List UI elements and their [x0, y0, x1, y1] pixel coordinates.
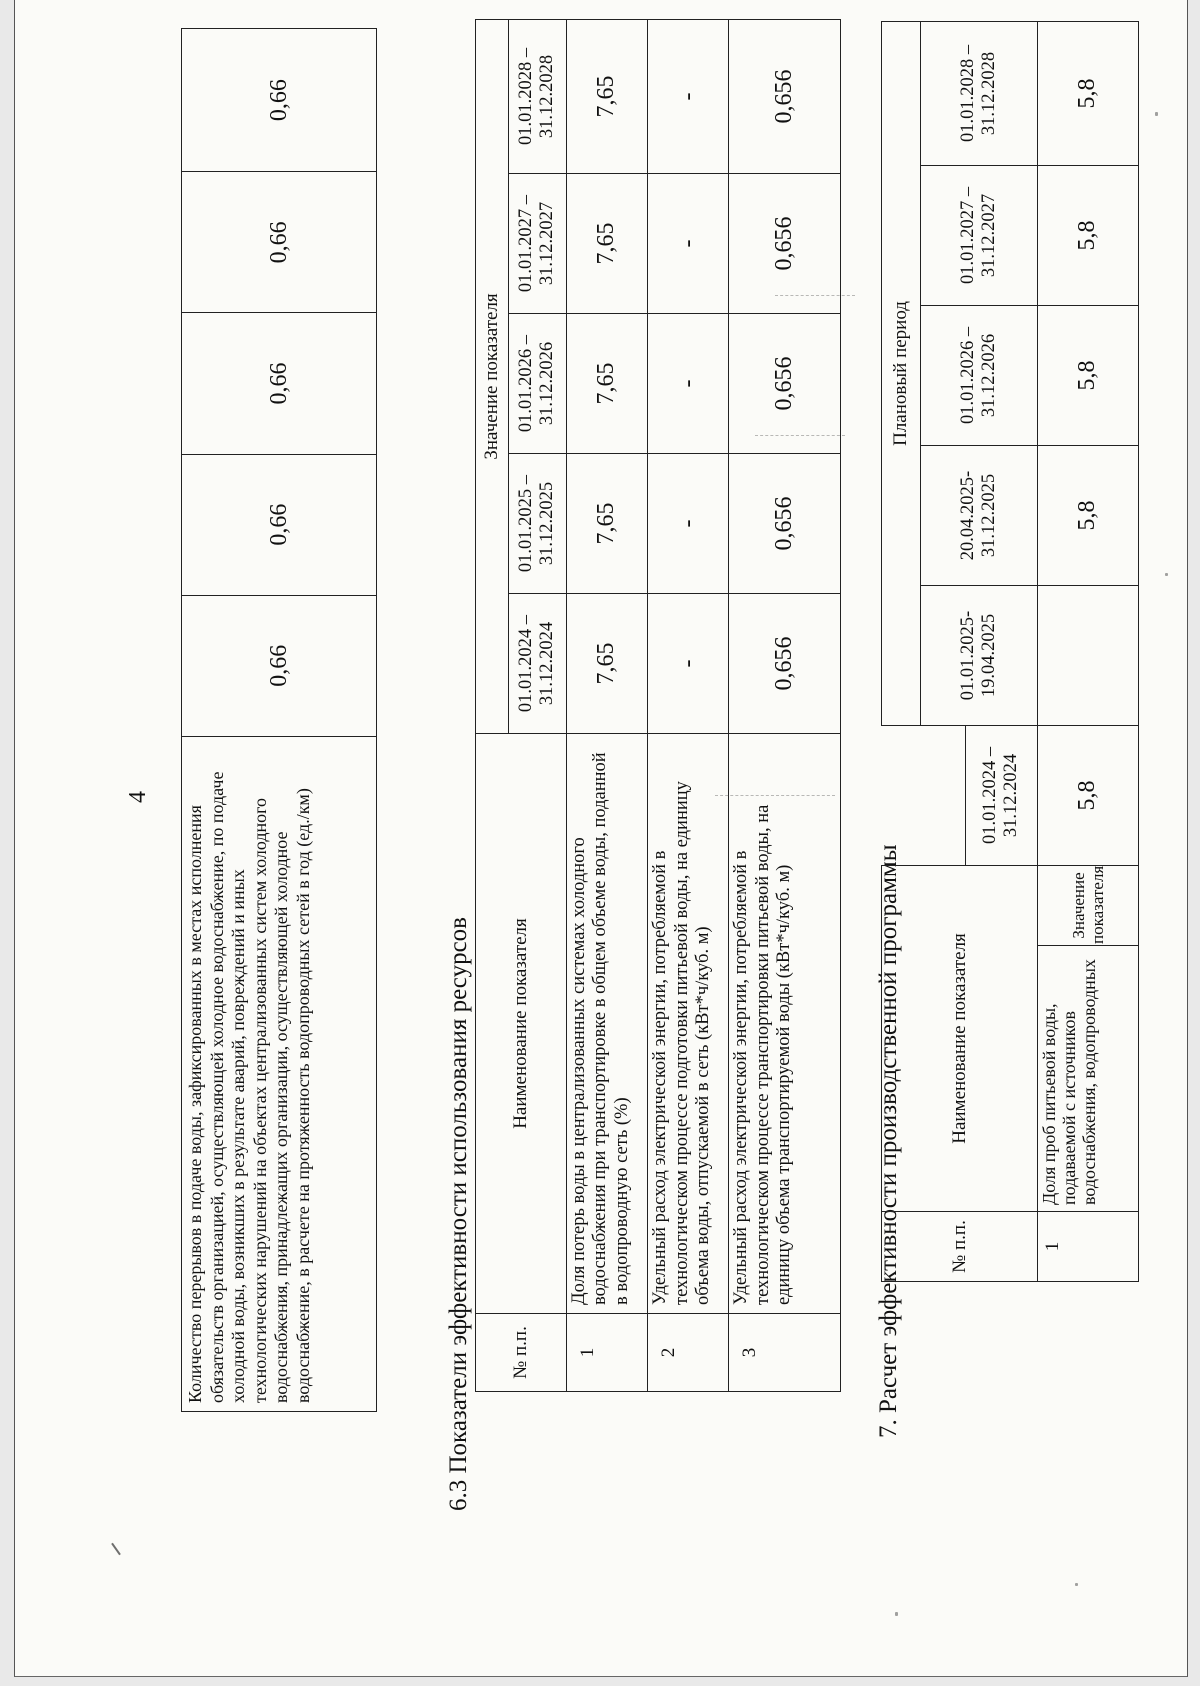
table-header-row: [882, 21, 921, 1281]
resources-table: [475, 19, 841, 1392]
pen-mark: [111, 1543, 121, 1556]
value-cell: 0,656: [729, 314, 841, 454]
table-row: [566, 19, 647, 1391]
value-cell: 7,65: [566, 594, 647, 734]
value-cell: [1037, 585, 1138, 725]
value-cell: 0,66: [182, 313, 377, 454]
program-efficiency-table: [881, 21, 1139, 1282]
value-cell: 7,65: [566, 454, 647, 594]
table-row: [729, 19, 841, 1391]
scan-noise: [715, 795, 835, 796]
value-cell: 0,656: [729, 454, 841, 594]
indicator-name: Количество перерывов в подаче воды, зафиксированных в местах исполнения обязательств организацией, осуществляющей холодное водоснабжение, по подаче холодной воды, возникших в результате аварий, повреждений и иных технологических нарушений на объектах централизованных систем холодного водоснабжения, принадлежащих организации, осуществляющей холодное водоснабжение, в расчете на протяженность водопроводных сетей в год (ед./км): [182, 736, 377, 1411]
name-header: Наименование показателя: [882, 865, 1038, 1211]
value-cell: 5,8: [1037, 21, 1138, 165]
value-cell: 0,656: [729, 594, 841, 734]
table-header-row: [476, 19, 509, 1391]
row-number: 1: [1037, 1212, 1138, 1282]
value-cell: 7,65: [566, 314, 647, 454]
rotated-content: [15, 0, 1187, 1676]
scan-noise: [755, 435, 845, 436]
section-6-3-title: 6.3 Показатели эффективности использования ресурсов: [445, 917, 472, 1511]
period-header: 01.01.2024 – 31.12.2024: [508, 594, 566, 734]
period-header: 01.01.2027 – 31.12.2027: [508, 174, 566, 314]
indicator-name: Удельный расход электрической энергии, потребляемой в технологическом процессе транспортировки питьевой воды, на единицу объема транспортируемой воды (кВт*ч/куб. м): [729, 734, 841, 1314]
scanned-page: [14, 0, 1188, 1677]
num-header: № п.п.: [476, 1314, 567, 1392]
value-cell: -: [648, 174, 729, 314]
value-cell: -: [648, 454, 729, 594]
period-header: 01.01.2025 – 31.12.2025: [508, 454, 566, 594]
num-header: № п.п.: [882, 1212, 1038, 1282]
empty-header: [882, 725, 966, 865]
plan-period-header: Плановый период: [882, 21, 921, 725]
page-number: 4: [125, 791, 151, 803]
value-cell: 7,65: [566, 174, 647, 314]
table-row: [182, 29, 377, 1412]
table-row: [648, 19, 729, 1391]
value-cell: 5,8: [1037, 165, 1138, 305]
table-row: [1037, 21, 1138, 1281]
name-header: Наименование показателя: [476, 734, 567, 1314]
value-cell: 0,66: [182, 454, 377, 595]
indicator-name: Удельный расход электрической энергии, потребляемой в технологическом процессе подготовки питьевой воды, на единицу объема воды, отпускаемой в сеть (кВт*ч/куб. м): [648, 734, 729, 1314]
period-header: 01.01.2027 – 31.12.2027: [920, 165, 1037, 305]
value-cell: 0,66: [182, 172, 377, 313]
scan-noise: [1165, 573, 1168, 576]
period-header: 20.04.2025- 31.12.2025: [920, 445, 1037, 585]
value-cell: 5,8: [1037, 445, 1138, 585]
period-header: 01.01.2024 – 31.12.2024: [965, 725, 1037, 865]
value-cell: 0,656: [729, 19, 841, 173]
value-cell: -: [648, 19, 729, 173]
value-cell: 5,8: [1037, 725, 1138, 865]
value-cell: 7,65: [566, 19, 647, 173]
indicator-name: Доля проб питьевой воды, подаваемой с источников водоснабжения, водопроводных: [1037, 946, 1138, 1212]
period-header: 01.01.2026 – 31.12.2026: [920, 305, 1037, 445]
period-header: 01.01.2025- 19.04.2025: [920, 585, 1037, 725]
value-cell: 5,8: [1037, 305, 1138, 445]
period-header: 01.01.2026 – 31.12.2026: [508, 314, 566, 454]
period-header: 01.01.2028 – 31.12.2028: [920, 21, 1037, 165]
value-cell: 0,66: [182, 29, 377, 172]
value-label: Значение показателя: [1037, 865, 1138, 945]
value-group-header: Значение показателя: [476, 19, 509, 733]
indicator-name: Доля потерь воды в централизованных системах холодного водоснабжения при транспортировке в общем объеме воды, поданной в водопроводную сеть (%): [566, 734, 647, 1314]
top-table: [181, 28, 377, 1412]
value-cell: -: [648, 594, 729, 734]
value-cell: -: [648, 314, 729, 454]
scan-noise: [1155, 112, 1158, 116]
scan-noise: [775, 295, 855, 296]
value-cell: 0,656: [729, 174, 841, 314]
row-number: 1: [566, 1314, 647, 1392]
row-number: 3: [729, 1314, 841, 1392]
row-number: 2: [648, 1314, 729, 1392]
value-cell: 0,66: [182, 595, 377, 736]
section-7-title: 7. Расчет эффективности производственной программы: [875, 844, 902, 1438]
period-header: 01.01.2028 – 31.12.2028: [508, 19, 566, 173]
scan-noise: [895, 1612, 898, 1616]
scan-noise: [1075, 1583, 1078, 1586]
